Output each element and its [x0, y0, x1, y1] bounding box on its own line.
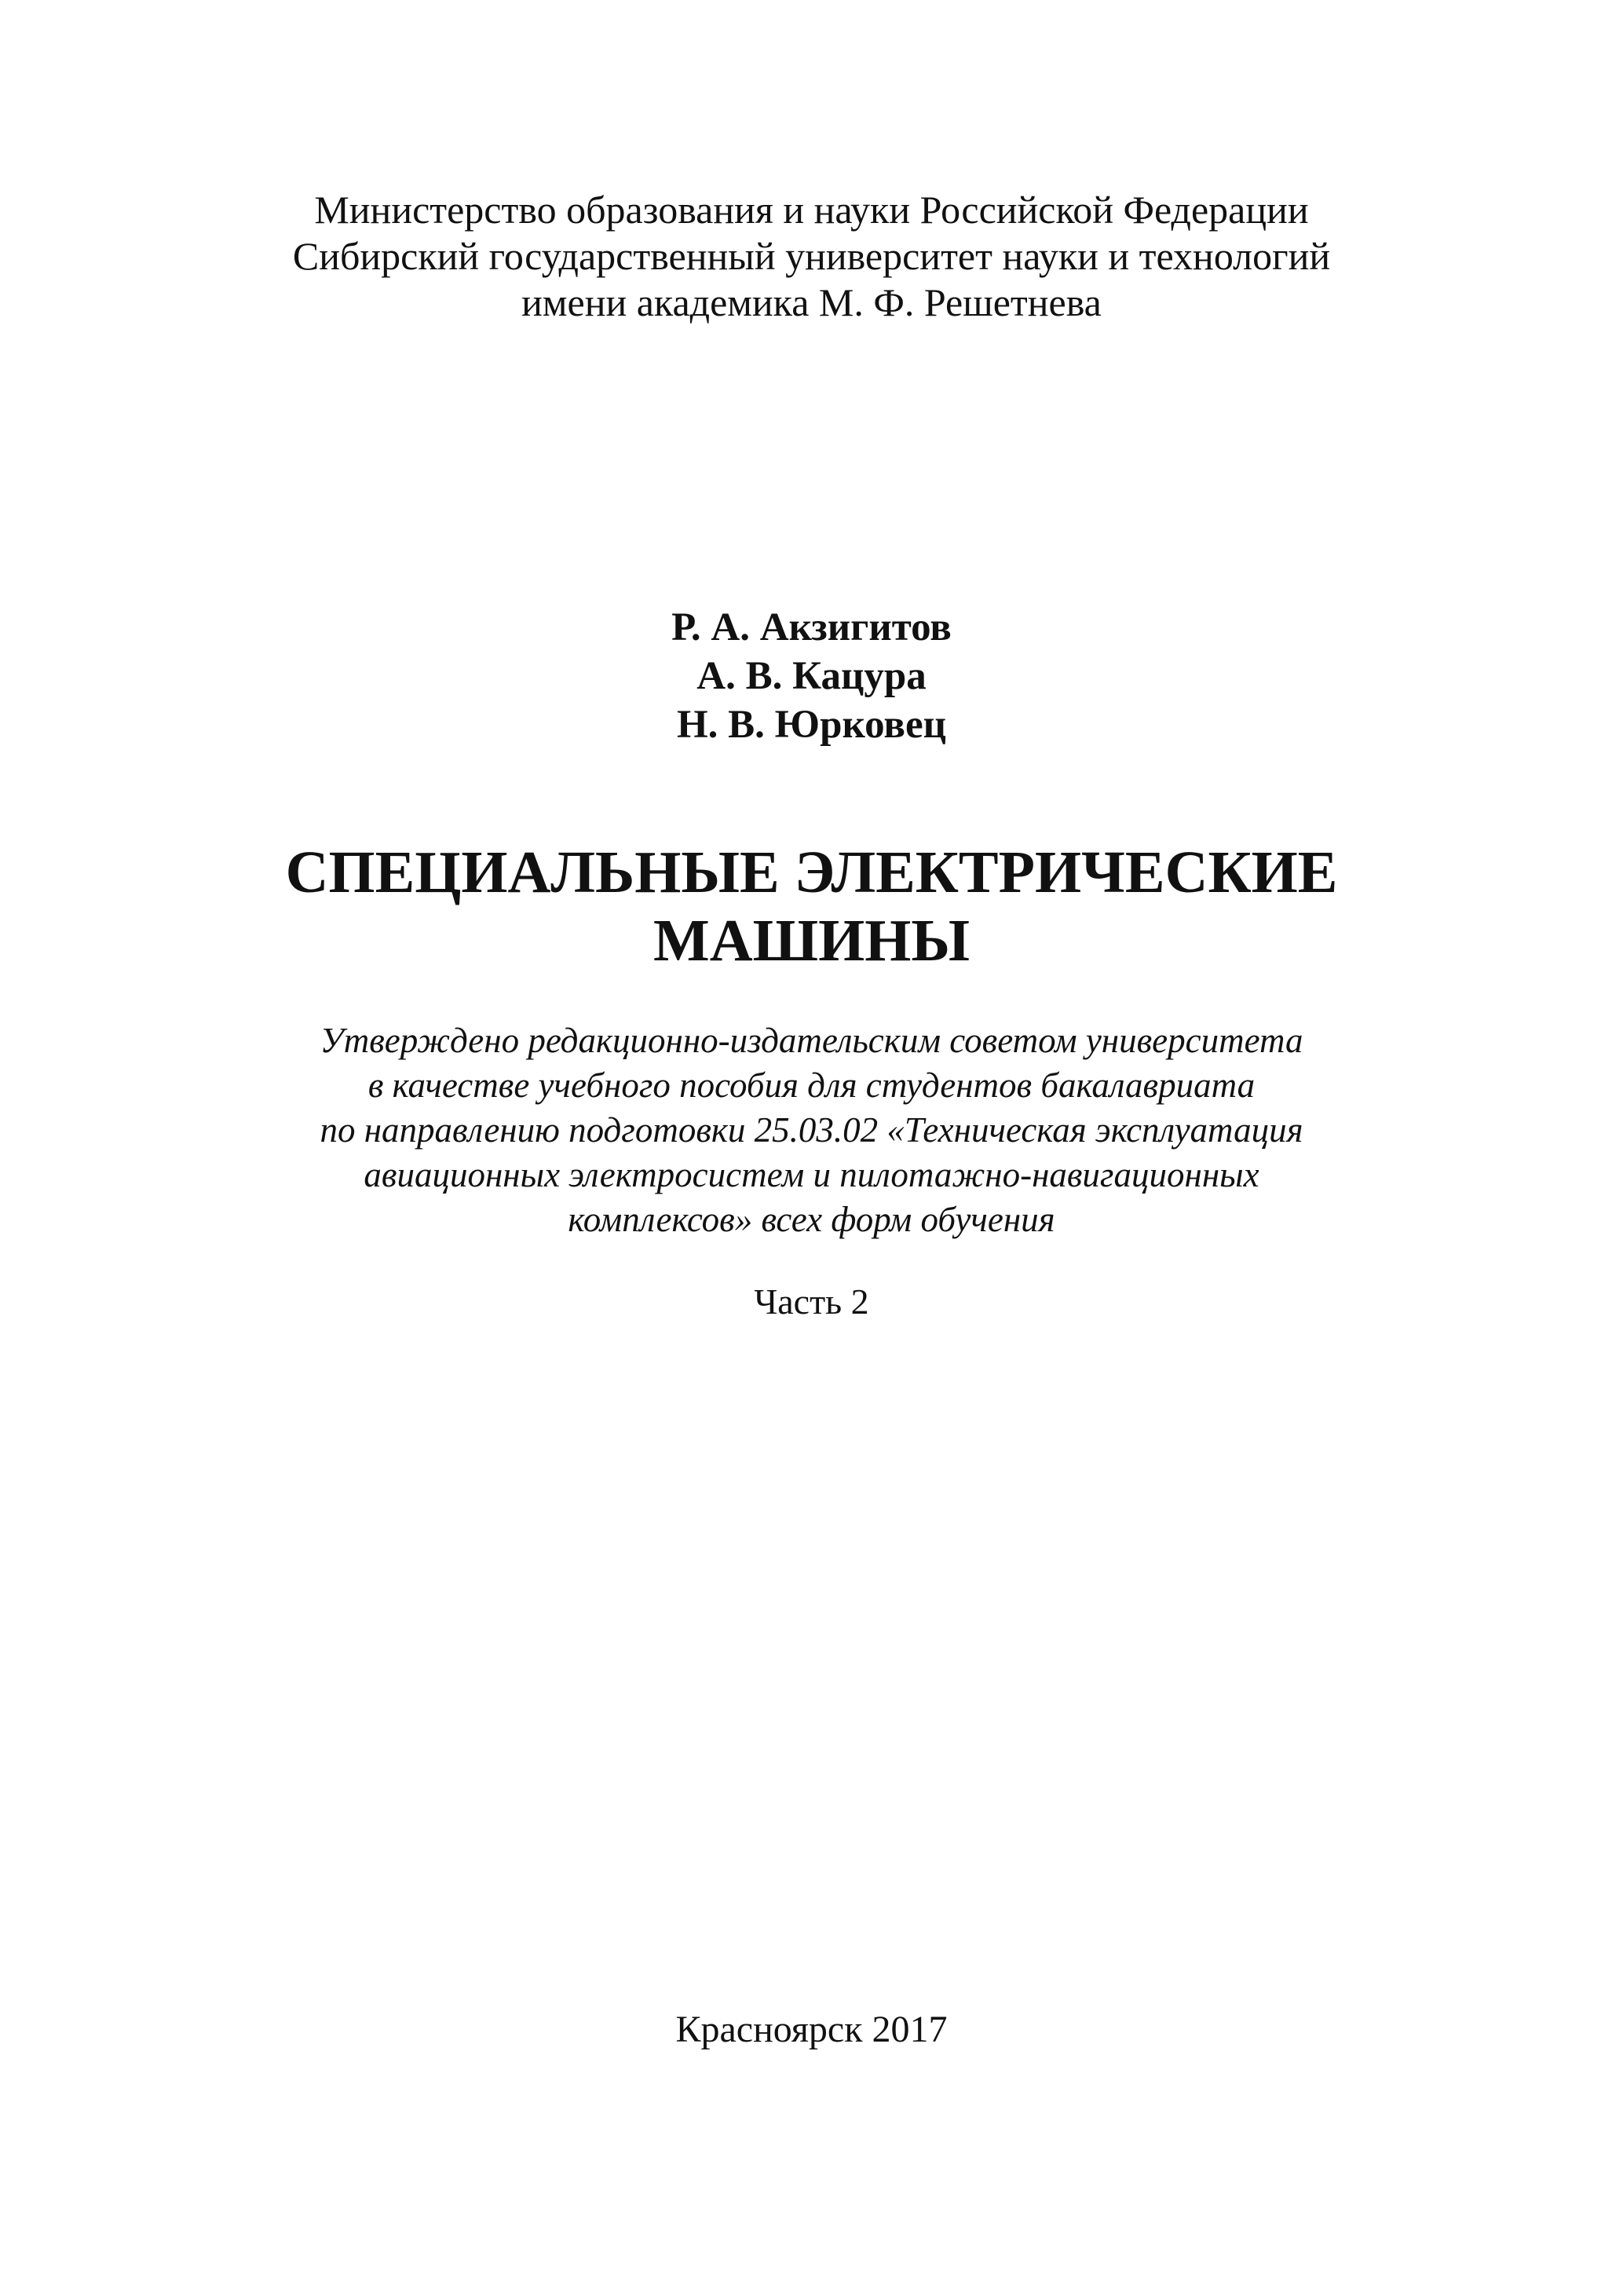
university-line: Сибирский государственный университет науки и технологий [292, 234, 1331, 278]
institution-header [0, 187, 1623, 326]
title-line: МАШИНЫ [653, 908, 970, 974]
author-name: Р. А. Акзигитов [671, 605, 952, 649]
book-title [0, 839, 1623, 975]
approval-line: Утверждено редакционно-издательским советом университета [320, 1021, 1303, 1060]
approval-line: авиационных электросистем и пилотажно-навигационных [364, 1155, 1259, 1194]
author-name: А. В. Кацура [696, 654, 927, 698]
ministry-line: Министерство образования и науки Российской Федерации [314, 188, 1309, 232]
part-number: Часть 2 [754, 1281, 869, 1322]
city-year-imprint: Красноярск 2017 [675, 2009, 948, 2050]
author-name: Н. В. Юрковец [677, 703, 946, 747]
authors-list [0, 603, 1623, 749]
title-line: СПЕЦИАЛЬНЫЕ ЭЛЕКТРИЧЕСКИЕ [285, 839, 1338, 905]
approval-line: в качестве учебного пособия для студентов бакалавриата [367, 1066, 1256, 1105]
approval-line: комплексов» всех форм обучения [568, 1200, 1055, 1239]
approval-statement [0, 1018, 1623, 1242]
university-name-line: имени академика М. Ф. Решетнева [521, 280, 1102, 324]
approval-line: по направлению подготовки 25.03.02 «Техническая эксплуатация [320, 1110, 1303, 1150]
